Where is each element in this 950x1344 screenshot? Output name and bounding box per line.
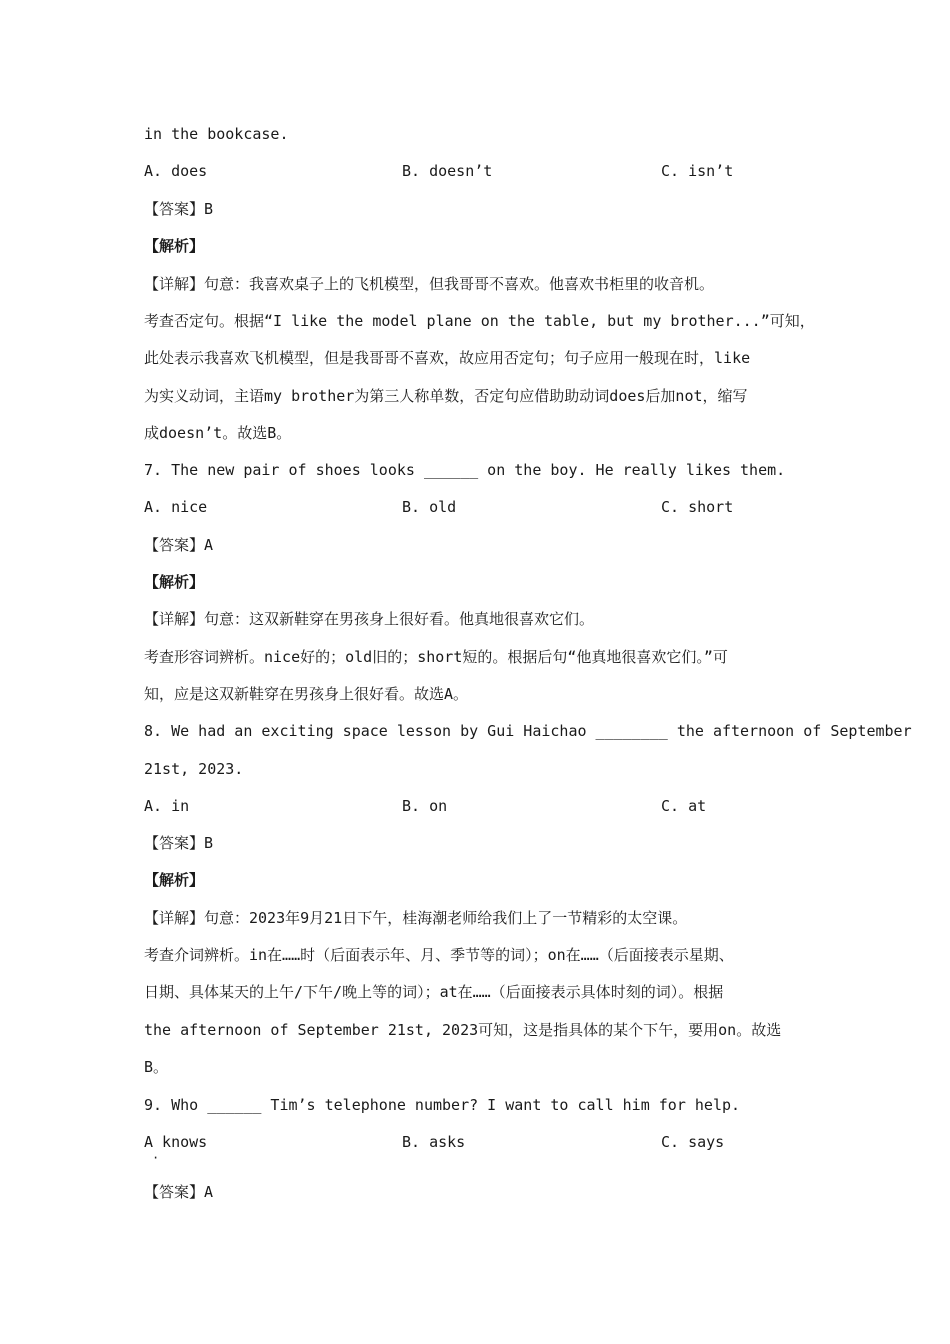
q8-explain-4: B。 [144, 1058, 169, 1076]
q8-option-a: A. in [144, 797, 190, 815]
q6-answer: 【答案】B [144, 200, 214, 218]
q9-option-c: C. says [661, 1133, 725, 1151]
q7-detail: 【详解】句意：这双新鞋穿在男孩身上很好看。他真地很喜欢它们。 [144, 610, 595, 628]
q6-detail: 【详解】句意：我喜欢桌子上的飞机模型，但我哥哥不喜欢。他喜欢书柜里的收音机。 [144, 275, 715, 293]
q6-option-b: B. doesn’t [402, 162, 493, 180]
q9-answer: 【答案】A [144, 1183, 214, 1201]
q7-answer: 【答案】A [144, 536, 214, 554]
q8-option-c: C. at [661, 797, 707, 815]
q8-option-b: B. on [402, 797, 448, 815]
q6-explain-4: 成doesn’t。故选B。 [144, 424, 292, 442]
q8-answer: 【答案】B [144, 834, 214, 852]
q8-question-1: 8. We had an exciting space lesson by Gui Haichao ________ the afternoon of September [144, 722, 912, 740]
q7-option-c: C. short [661, 498, 734, 516]
q7-analysis-title: 【解析】 [144, 573, 205, 591]
q8-explain-3: the afternoon of September 21st, 2023可知，这是指具体的某个下午，要用on。故选 [144, 1021, 782, 1039]
q6-analysis-title: 【解析】 [144, 237, 205, 255]
q6-option-a: A. does [144, 162, 208, 180]
q9-option-a: A knows [144, 1133, 208, 1151]
q6-option-c: C. isn’t [661, 162, 734, 180]
q9-question: 9. Who ______ Tim’s telephone number? I want to call him for help. [144, 1096, 741, 1114]
q8-explain-2: 日期、具体某天的上午/下午/晚上等的词）；at在……（后面接表示具体时刻的词）。根据 [144, 983, 724, 1001]
q7-option-a: A. nice [144, 498, 208, 516]
q7-question: 7. The new pair of shoes looks ______ on the boy. He really likes them. [144, 461, 786, 479]
q9-option-b: B. asks [402, 1133, 466, 1151]
q7-option-b: B. old [402, 498, 457, 516]
q7-explain-2: 知，应是这双新鞋穿在男孩身上很好看。故选A。 [144, 685, 469, 703]
q8-explain-1: 考查介词辨析。in在……时（后面表示年、月、季节等的词）；on在……（后面接表示星期、 [144, 946, 734, 964]
q8-detail: 【详解】句意：2023年9月21日下午，桂海潮老师给我们上了一节精彩的太空课。 [144, 909, 688, 927]
q6-explain-3: 为实义动词，主语my brother为第三人称单数，否定句应借助助动词does后加not，缩写 [144, 387, 748, 405]
q7-explain-1: 考查形容词辨析。nice好的；old旧的；short短的。根据后句“他真地很喜欢它们。”可 [144, 648, 728, 666]
q8-question-2: 21st, 2023. [144, 760, 244, 778]
q6-explain-2: 此处表示我喜欢飞机模型，但是我哥哥不喜欢，故应用否定句；句子应用一般现在时，like [144, 349, 751, 367]
q6-explain-1: 考查否定句。根据“I like the model plane on the table, but my brother...”可知， [144, 312, 815, 330]
stray-dot: · [152, 1151, 160, 1165]
q6-tail: in the bookcase. [144, 125, 289, 143]
q8-analysis-title: 【解析】 [144, 871, 205, 889]
